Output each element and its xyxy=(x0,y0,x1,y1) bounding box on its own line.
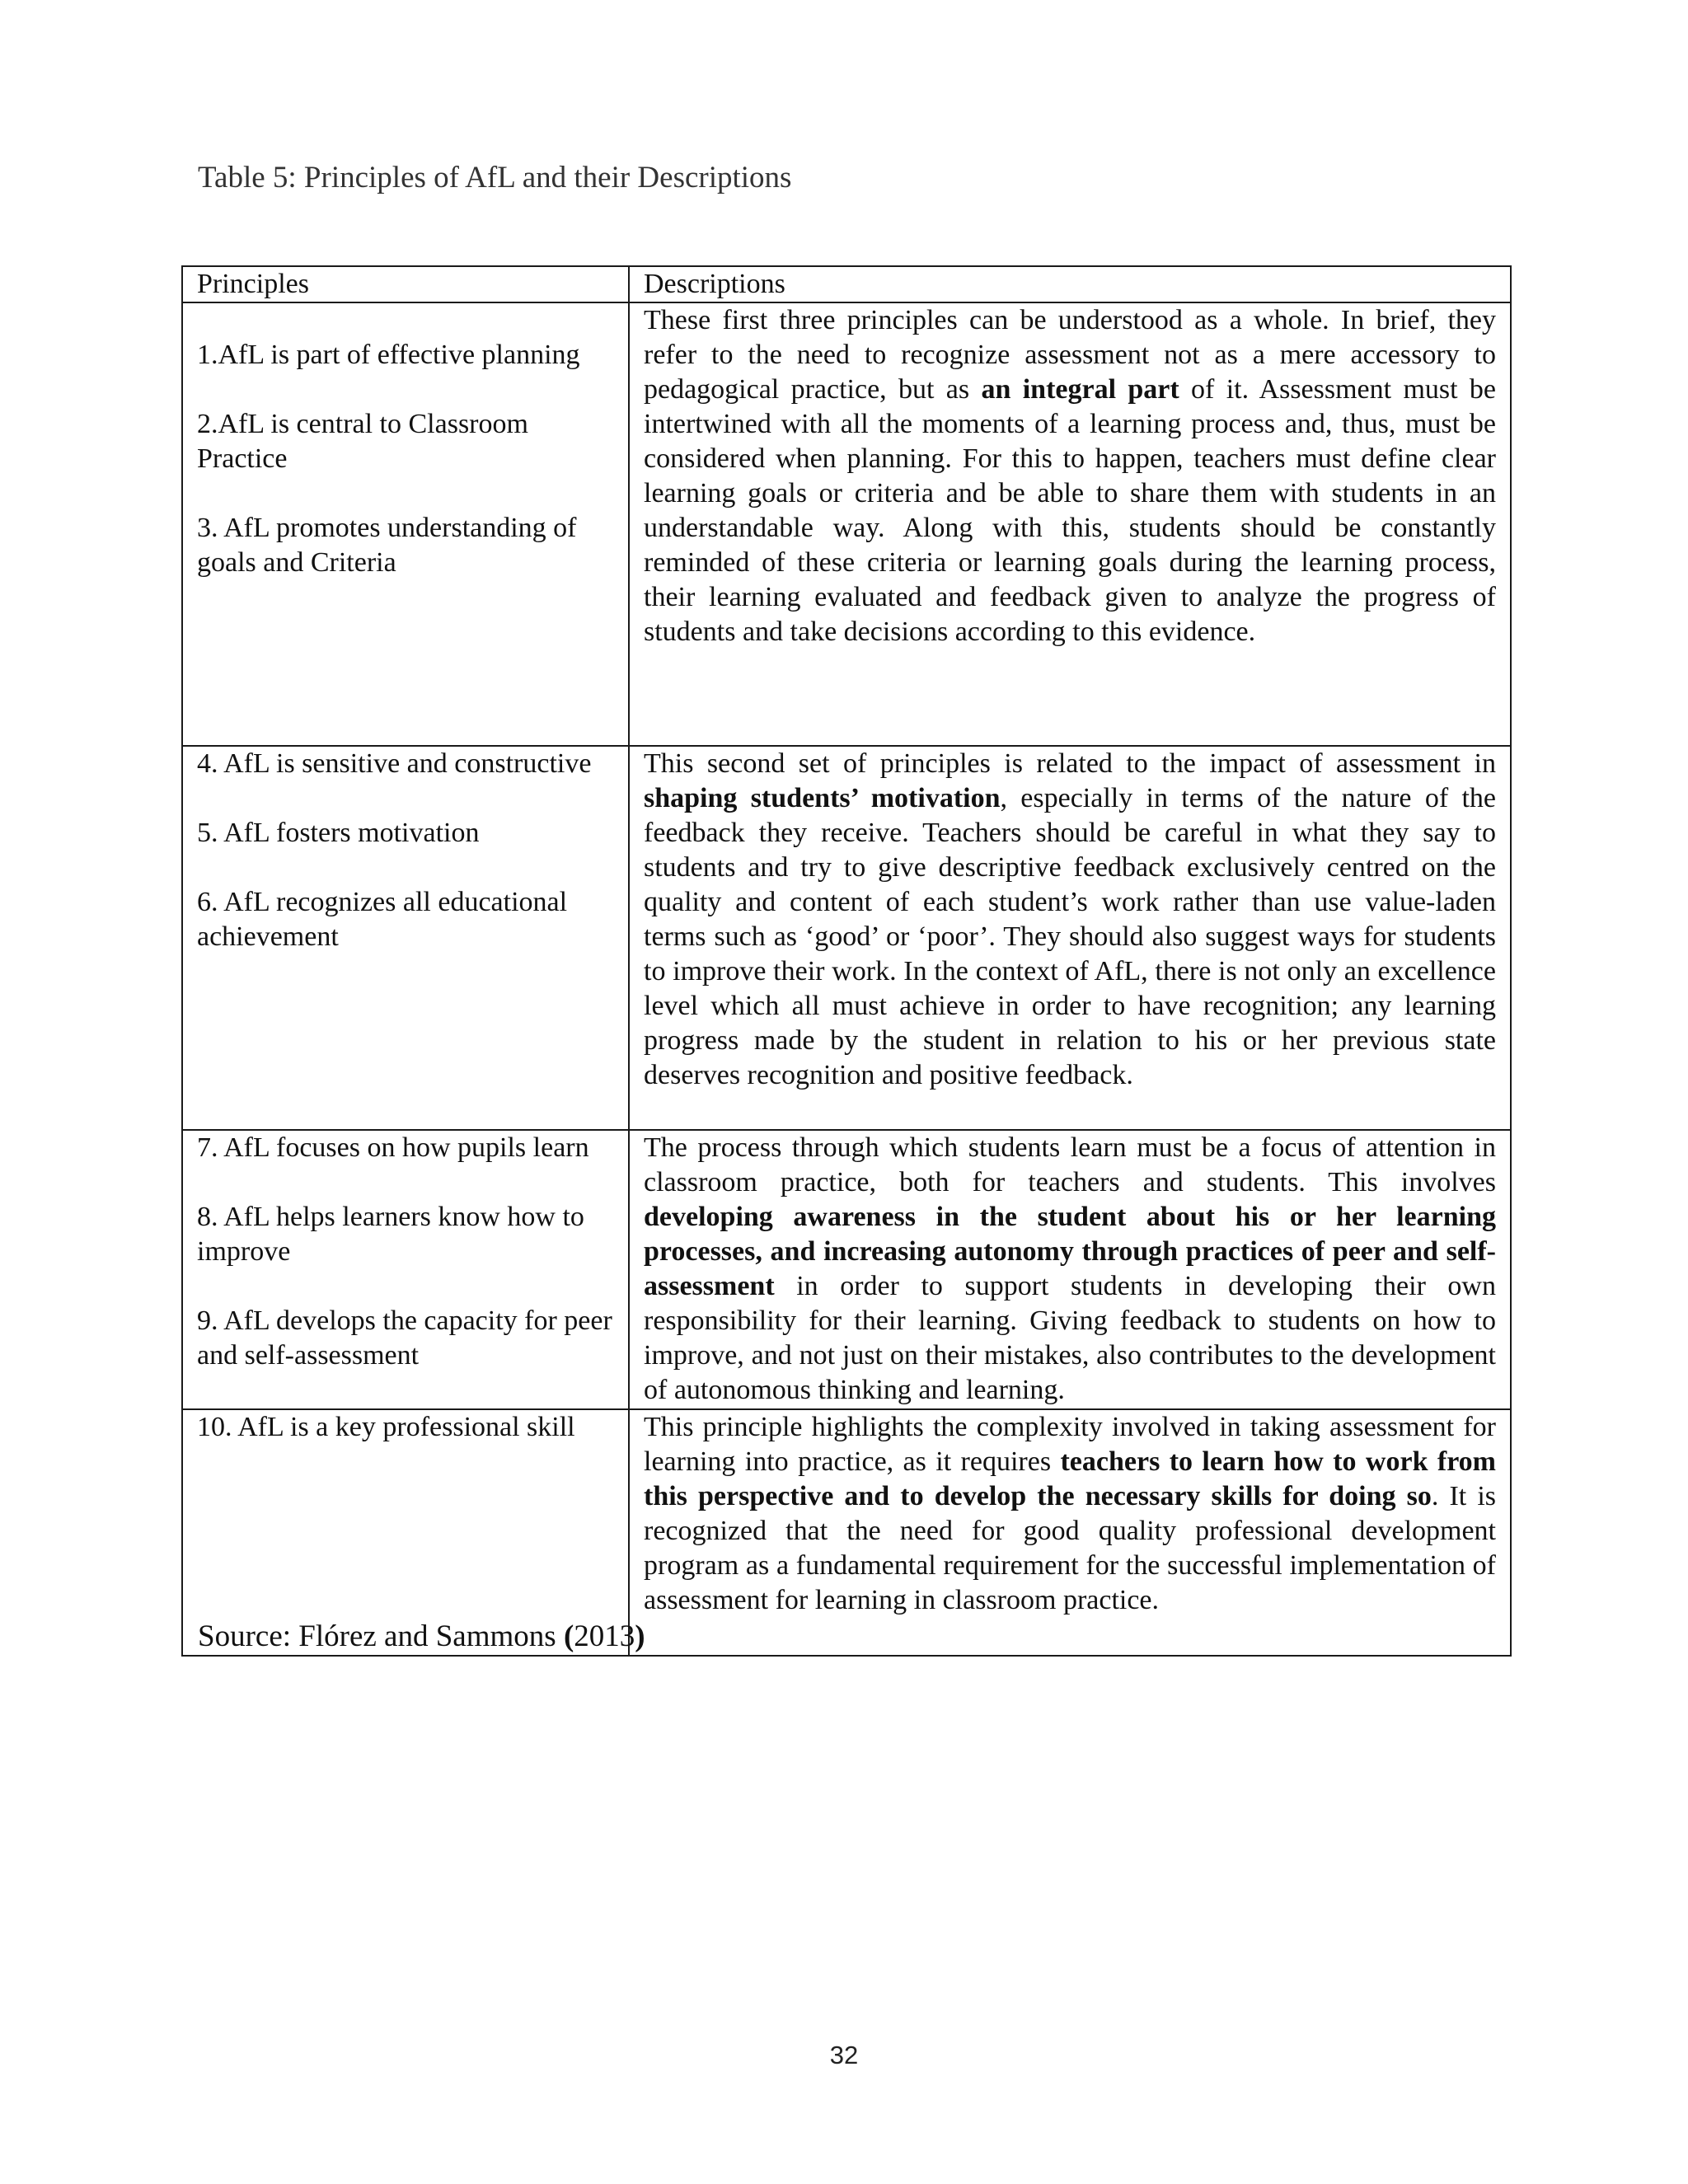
source-text: Source: Flórez and Sammons xyxy=(198,1619,564,1653)
description-emphasis: developing awareness in the student about his or her learning processes, and increasing autonomy through practices of peer and self-assessment xyxy=(644,1202,1496,1301)
principle-item: 2.AfL is central to Classroom Practice xyxy=(197,409,528,474)
description-text: The process through which students learn must be a focus of attention in classroom practice, both for teachers and students. This involves xyxy=(644,1132,1496,1197)
description-text: This second set of principles is related to the impact of assessment in xyxy=(644,748,1496,779)
principle-item: 6. AfL recognizes all educational achievement xyxy=(197,887,568,952)
table-row xyxy=(182,746,1511,1130)
description-emphasis: teachers to learn how to work from this perspective and to develop the necessary skills for doing so xyxy=(644,1446,1496,1511)
principle-item: 8. AfL helps learners know how to improve xyxy=(197,1202,584,1267)
table-caption: Table 5: Principles of AfL and their Descriptions xyxy=(198,161,792,194)
principles-cell xyxy=(182,746,629,1130)
principle-item: 9. AfL develops the capacity for peer and self-assessment xyxy=(197,1305,612,1371)
description-text: in order to support students in developing their own responsibility for their learning. Giving feedback to students on how to improve, and not just on their mistakes, also contributes to the development of autonomous thinking and learning. xyxy=(644,1271,1496,1405)
description-text: These first three principles can be understood as a whole. In brief, they refer to the need to recognize assessment not as a mere accessory to pedagogical practice, but as xyxy=(644,305,1496,405)
principle-item: 7. AfL focuses on how pupils learn xyxy=(197,1132,589,1163)
description-cell xyxy=(629,746,1511,1130)
principle-item: 4. AfL is sensitive and constructive xyxy=(197,748,592,779)
description-emphasis: an integral part xyxy=(981,374,1179,405)
description-text: of it. Assessment must be intertwined with all the moments of a learning process and, thus, must be considered when planning. For this to happen, teachers must define clear learning goals or criteria and be able to share them with students in an understandable way. Along with this, students should be constantly reminded of these criteria or learning goals during the learning process, their learning evaluated and feedback given to analyze the progress of students and take decisions according to this evidence. xyxy=(644,374,1496,647)
description-text: , especially in terms of the nature of the feedback they receive. Teachers should be careful in what they say to students and try to give descriptive feedback exclusively centred on the quality and content of each student’s work rather than use value-laden terms such as ‘good’ or ‘poor’. They should also suggest ways for students to improve their work. In the context of AfL, there is not only an excellence level which all must achieve in order to have recognition; any learning progress made by the student in relation to his or her previous state deserves recognition and positive feedback. xyxy=(644,783,1496,1090)
description-text: This principle highlights the complexity involved in taking assessment for learning into practice, as it requires xyxy=(644,1412,1496,1477)
descriptions-header: Descriptions xyxy=(629,266,1511,302)
principles-cell xyxy=(182,1130,629,1409)
description-cell xyxy=(629,1130,1511,1409)
table-row xyxy=(182,302,1511,746)
page-number: 32 xyxy=(829,2041,859,2069)
principle-item: 5. AfL fosters motivation xyxy=(197,818,480,848)
principles-table xyxy=(181,265,1512,1657)
table-row xyxy=(182,1130,1511,1409)
description-text: . It is recognized that the need for good quality professional development program as a fundamental requirement for the successful implementation of assessment for learning in classroom practice. xyxy=(644,1481,1496,1615)
description-cell xyxy=(629,302,1511,746)
principles-header: Principles xyxy=(182,266,629,302)
source-citation xyxy=(198,1617,645,1657)
principles-cell xyxy=(182,302,629,746)
principle-item: 1.AfL is part of effective planning xyxy=(197,340,580,370)
description-cell xyxy=(629,1409,1511,1656)
principle-item: 10. AfL is a key professional skill xyxy=(197,1412,575,1442)
source-year: 2013 xyxy=(574,1619,635,1653)
table-header-row xyxy=(182,266,1511,302)
source-close-paren: ) xyxy=(635,1619,645,1653)
principle-item: 3. AfL promotes understanding of goals and Criteria xyxy=(197,513,577,578)
description-emphasis: shaping students’ motivation xyxy=(644,783,1001,813)
source-open-paren: ( xyxy=(563,1619,574,1653)
